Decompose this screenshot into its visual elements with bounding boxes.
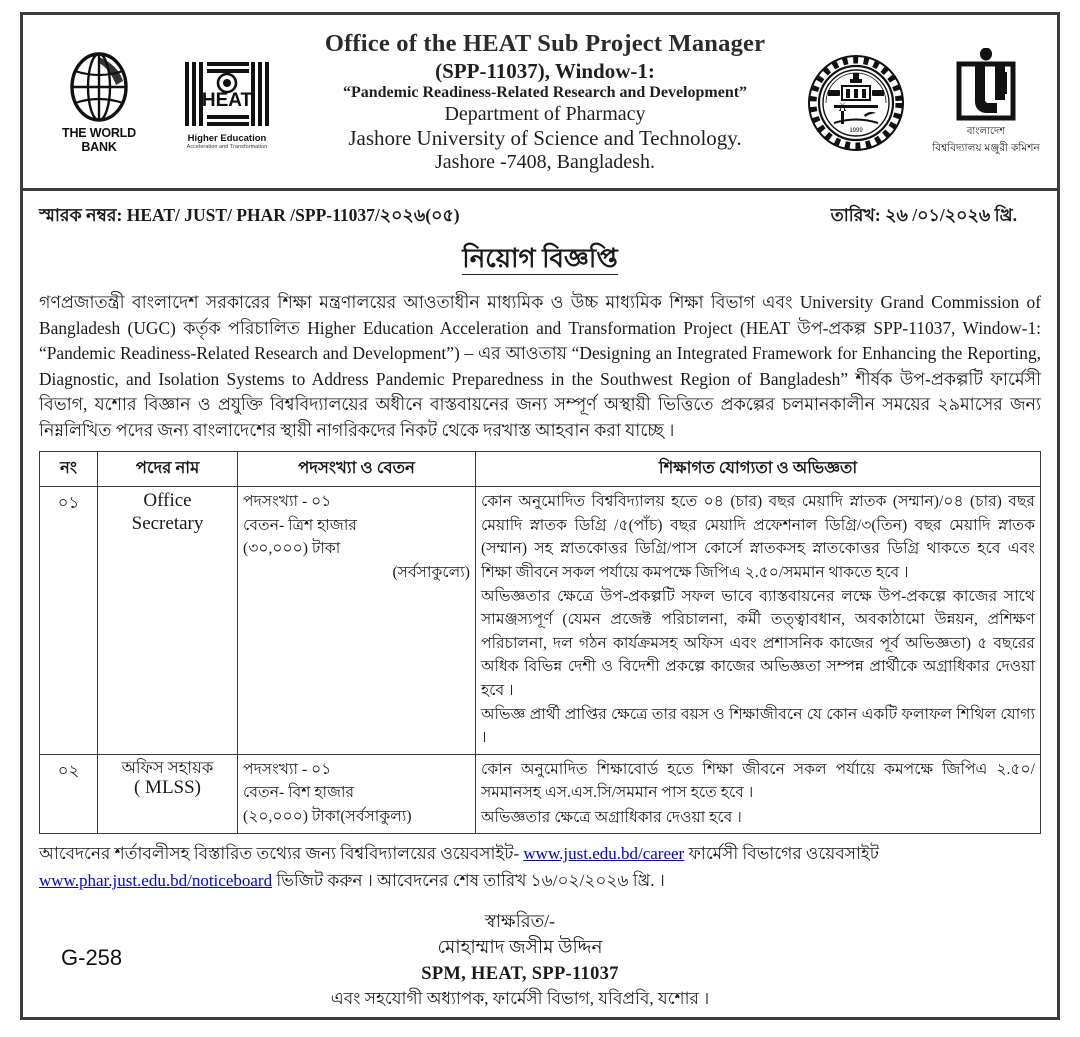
project-code: (SPP-11037), Window-1:: [435, 59, 655, 84]
just-university-seal-icon: [806, 53, 906, 153]
signature-signed-label: স্বাক্ষরিত/-: [484, 911, 556, 931]
svg-text:1999: 1999: [849, 127, 863, 134]
department-name: Department of Pharmacy: [444, 102, 646, 125]
job-table: [39, 451, 1041, 833]
table-header-row: [40, 452, 1041, 487]
footer-note: [39, 840, 1041, 895]
row2-qualification: [476, 754, 1041, 833]
memo-row: [39, 203, 1041, 232]
row1-post-name: [98, 487, 238, 754]
row1-post-name-line2: Secretary: [131, 512, 204, 534]
university-address: Jashore -7408, Bangladesh.: [435, 151, 655, 174]
ugc-label-line2: বিশ্ববিদ্যালয় মঞ্জুরী কমিশন: [932, 141, 1040, 154]
ugc-emblem-icon: [955, 48, 1017, 122]
career-website-link[interactable]: www.just.edu.bd/career: [523, 843, 685, 863]
signatory-affiliation: এবং সহযোগী অধ্যাপক, ফার্মেসী বিভাগ, যবিপ্রবি, যশোর ।: [330, 989, 710, 1009]
globe-icon: [66, 51, 132, 125]
ugc-logo: [932, 48, 1040, 158]
memo-date: তারিখ: ২৬ /০১/২০২৬ খ্রি.: [830, 205, 1017, 225]
col-header-sl: নং: [40, 452, 98, 487]
footer-note-part2: ফার্মেসী বিভাগের ওয়েবসাইট: [684, 843, 880, 863]
heat-emblem-icon: [181, 56, 273, 132]
world-bank-logo: [45, 51, 153, 154]
row1-qual-relaxation: অভিজ্ঞ প্রার্থী প্রাপ্তির ক্ষেত্রে তার বয়স ও শিক্ষাজীবনে যে কোন একটি ফলাফল শিথিল যোগ্য ।: [481, 705, 1035, 747]
row2-vacancy-salary: [238, 754, 476, 833]
row1-qual-education: কোন অনুমোদিত বিশ্ববিদ্যালয় হতে ০৪ (চার) বছর মেয়াদি স্নাতক (সম্মান)/০৪ (চার) বছর মেয়াদি স্নাতক ডিগ্রি /৫(পাঁচ) বছর মেয়াদি প্রফেশনাল ডিগ্রি/৩(তিন) বছর মেয়াদি স্নাতক (সম্মান) সহ স্নাতকোত্তর ডিগ্রি/পাস কোর্সে স্নাতকসহ স্নাতকোত্তর ডিগ্রি থাকতে হবে এবং শিক্ষা জীবনে সকল পর্যায়ে কমপক্ষে জিপিএ ২.৫০/সমমান থাকতে হবে ।: [481, 493, 1035, 581]
memo-number: স্মারক নম্বর: HEAT/ JUST/ PHAR /SPP-11037/২০২৬(০৫): [39, 205, 460, 225]
row1-vacancy: পদসংখ্যা - ০১: [243, 493, 332, 511]
col-header-post: পদের নাম: [98, 452, 238, 487]
col-header-vacancy-salary: পদসংখ্যা ও বেতন: [238, 452, 476, 487]
row1-salary-3: (সর্বসাকুল্যে): [392, 563, 470, 581]
row1-salary-1: বেতন- ত্রিশ হাজার: [243, 516, 357, 534]
right-logo-group: [803, 48, 1043, 158]
heat-sub-label-1: Higher Education: [187, 132, 267, 144]
row1-vacancy-salary: [238, 487, 476, 754]
row2-sl: ০২: [40, 754, 98, 833]
row2-post-name-line1: অফিস সহায়ক: [121, 757, 214, 777]
row1-qualification: [476, 487, 1041, 754]
row2-vacancy: পদসংখ্যা - ০১: [243, 760, 332, 778]
row2-salary-2: (২০,০০০) টাকা(সর্বসাকুল্য): [243, 807, 412, 825]
row1-salary-2: (৩০,০০০) টাকা: [243, 540, 341, 558]
row1-post-name-line1: Office: [143, 490, 192, 512]
pharmacy-noticeboard-link[interactable]: www.phar.just.edu.bd/noticeboard: [39, 871, 273, 891]
document-body: [23, 191, 1057, 1011]
row1-sl: ০১: [40, 487, 98, 754]
office-title: Office of the HEAT Sub Project Manager: [324, 30, 766, 58]
table-row: [40, 487, 1041, 754]
project-window-title: “Pandemic Readiness-Related Research and Development”: [342, 83, 748, 101]
row2-qual-education: কোন অনুমোদিত শিক্ষাবোর্ড হতে শিক্ষা জীবনে সকল পর্যায়ে কমপক্ষে জিপিএ ২.৫০/সমমানসহ এস.এস.সি/সমমান পাস হতে হবে ।: [481, 760, 1035, 802]
row2-post-name: [98, 754, 238, 833]
col-header-qualification: শিক্ষাগত যোগ্যতা ও অভিজ্ঞতা: [476, 452, 1041, 487]
letterhead: [23, 15, 1057, 191]
svg-text:HEAT: HEAT: [201, 89, 253, 111]
heat-sub-label-2: Acceleration and Transformation: [186, 143, 268, 150]
world-bank-label: THE WORLD BANK: [62, 126, 136, 154]
footer-note-part3: ভিজিট করুন । আবেদনের শেষ তারিখ ১৬/০২/২০২৬ খ্রি. ।: [272, 871, 665, 891]
ugc-label-line1: বাংলাদেশ: [966, 125, 1006, 137]
row2-qual-experience: অভিজ্ঞতার ক্ষেত্রে অগ্রাধিকার দেওয়া হবে ।: [481, 808, 742, 826]
university-name: Jashore University of Science and Technology.: [348, 126, 742, 151]
table-row: [40, 754, 1041, 833]
document-frame: [20, 12, 1060, 1020]
signature-block: [39, 909, 1041, 1011]
letterhead-text: [287, 30, 803, 175]
signatory-name: মোহাম্মাদ জসীম উদ্দিন: [437, 937, 603, 958]
left-logo-group: [37, 51, 287, 154]
heat-logo: [175, 56, 279, 150]
signatory-designation: SPM, HEAT, SPP-11037: [421, 963, 619, 984]
reference-code: G-258: [61, 945, 123, 970]
notice-title-text: নিয়োগ বিজ্ঞপ্তি: [462, 244, 618, 273]
row2-post-name-line2: ( MLSS): [133, 777, 202, 799]
intro-paragraph: গণপ্রজাতন্ত্রী বাংলাদেশ সরকারের শিক্ষা মন্ত্রণালয়ের আওতাধীন মাধ্যমিক ও উচ্চ মাধ্যমিক শিক্ষা বিভাগ এবং University Grand Commission of Bangladesh (UGC) কর্তৃক পরিচালিত Higher Education Acceleration and Transformation Project (HEAT উপ-প্রকল্প SPP-11037, Window-1: “Pandemic Readiness-Related Research and Development”) – এর আওতায় “Designing an Integrated Framework for Enhancing the Reporting, Diagnostic, and Isolation Systems to Address Pandemic Preparedness in the Southwest Region of Bangladesh” শীর্ষক উপ-প্রকল্পটি ফার্মেসী বিভাগ, যশোর বিজ্ঞান ও প্রযুক্তি বিশ্ববিদ্যালয়ের অধীনে বাস্তবায়নের জন্য সম্পূর্ণ অস্থায়ী ভিত্তিতে প্রকল্পের চলমানকালীন সময়ের ২৯মাসের জন্য নিম্নলিখিত পদের জন্য বাংলাদেশের স্থায়ী নাগরিকদের নিকট থেকে দরখাস্ত আহবান করা যাচ্ছে ।: [39, 292, 1041, 440]
row1-qual-experience: অভিজ্ঞতার ক্ষেত্রে উপ-প্রকল্পটি সফল ভাবে ব্যাস্তবায়নের লক্ষে উপ-প্রকল্পে কাজের সাথে সামঞ্জস্যপূর্ণ (যেমন প্রজেক্ট পরিচালনা, কর্মী তত্ত্বাবধান, অবকাঠামো উন্নয়ন, প্রশিক্ষণ পরিচালনা, দল গঠন কার্যক্রমসহ অফিস এবং প্রশাসনিক কাজের পূর্ব অভিজ্ঞতা) ৫ বছরের অধিক বিভিন্ন দেশী ও বিদেশী প্রকল্পে কাজের অভিজ্ঞতা সম্পন্ন প্রার্থীকে অগ্রাধিকার দেওয়া হবে ।: [481, 588, 1035, 699]
row2-salary-1: বেতন- বিশ হাজার: [243, 784, 355, 802]
notice-title: [39, 238, 1041, 282]
footer-note-part1: আবেদনের শর্তাবলীসহ বিস্তারিত তথ্যের জন্য বিশ্ববিদ্যালয়ের ওয়েবসাইট-: [39, 843, 524, 863]
